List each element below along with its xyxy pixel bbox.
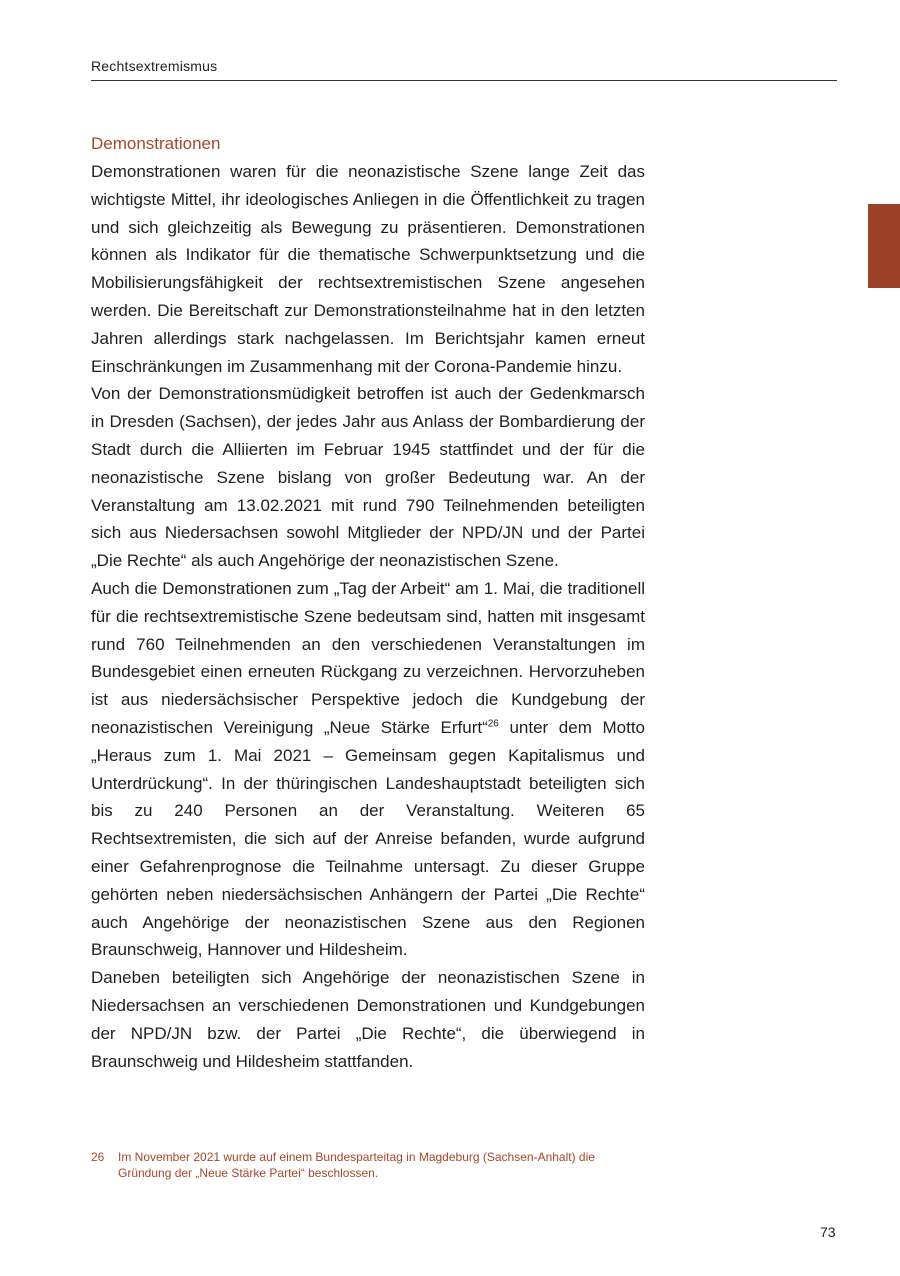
footnote-reference: 26 [487, 718, 499, 730]
main-content [91, 130, 645, 1075]
paragraph-3-part-1: Auch die Demonstrationen zum „Tag der Arbeit“ am 1. Mai, die traditionell für die rechtsextremistische Szene bedeutsam sind, hatten mit insgesamt rund 760 Teilnehmenden an den verschiedenen Veranstaltungen im Bundesgebiet einen erneuten Rückgang zu verzeichnen. Hervorzuheben ist aus niedersächsischer Perspektive jedoch die Kundgebung der neonazistischen Vereinigung „Neue Stärke Erfurt“ [91, 578, 645, 737]
section-heading: Demonstrationen [91, 134, 221, 153]
footnote-number: 26 [91, 1150, 105, 1164]
paragraph-4: Daneben beteiligten sich Angehörige der neonazistischen Szene in Niedersachsen an verschiedenen Demonstrationen und Kundgebungen der NPD/JN bzw. der Partei „Die Rechte“, die überwiegend in Braunschweig und Hildesheim stattfanden. [91, 968, 645, 1071]
paragraph-1: Demonstrationen waren für die neonazistische Szene lange Zeit das wichtigste Mittel, ihr ideologisches Anliegen in die Öffentlichkeit zu tragen und sich gleichzeitig als Bewegung zu präsentieren. Demonstrationen können als Indikator für die thematische Schwerpunktsetzung und die Mobilisierungsfähigkeit der rechtsextremistischen Szene angesehen werden. Die Bereitschaft zur Demonstrationsteilnahme hat in den letzten Jahren allerdings stark nachgelassen. Im Berichtsjahr kamen erneut Einschränkungen im Zusammenhang mit der Corona-Pandemie hinzu. [91, 162, 645, 376]
paragraph-3 [91, 575, 645, 964]
running-header-title: Rechtsextremismus [91, 58, 218, 74]
page-number: 73 [820, 1224, 836, 1240]
footnote-text: Im November 2021 wurde auf einem Bundesparteitag in Magdeburg (Sachsen-Anhalt) die Gründung der „Neue Stärke Partei“ beschlossen. [118, 1150, 595, 1180]
header-divider [91, 80, 837, 81]
paragraph-3-part-2: unter dem Motto „Heraus zum 1. Mai 2021 – Gemeinsam gegen Kapitalismus und Unterdrückung“. In der thüringischen Landeshauptstadt beteiligten sich bis zu 240 Personen an der Veranstaltung. Weiteren 65 Rechtsextremisten, die sich auf der Anreise befanden, wurde aufgrund einer Gefahrenprognose die Teilnahme untersagt. Zu dieser Gruppe gehörten neben niedersächsischen Anhängern der Partei „Die Rechte“ auch Angehörige der neonazistischen Szene aus den Regionen Braunschweig, Hannover und Hildesheim. [91, 717, 645, 960]
paragraph-2: Von der Demonstrationsmüdigkeit betroffen ist auch der Gedenkmarsch in Dresden (Sachsen), der jedes Jahr aus Anlass der Bombardierung der Stadt durch die Alliierten im Februar 1945 stattfindet und der für die neonazistische Szene bislang von großer Bedeutung war. An der Veranstaltung am 13.02.2021 mit rund 790 Teilnehmenden beteiligten sich aus Niedersachsen sowohl Mitglieder der NPD/JN und der Partei „Die Rechte“ als auch Angehörige der neonazistischen Szene. [91, 384, 645, 571]
footnote [91, 1150, 645, 1181]
chapter-tab-marker [868, 204, 900, 288]
